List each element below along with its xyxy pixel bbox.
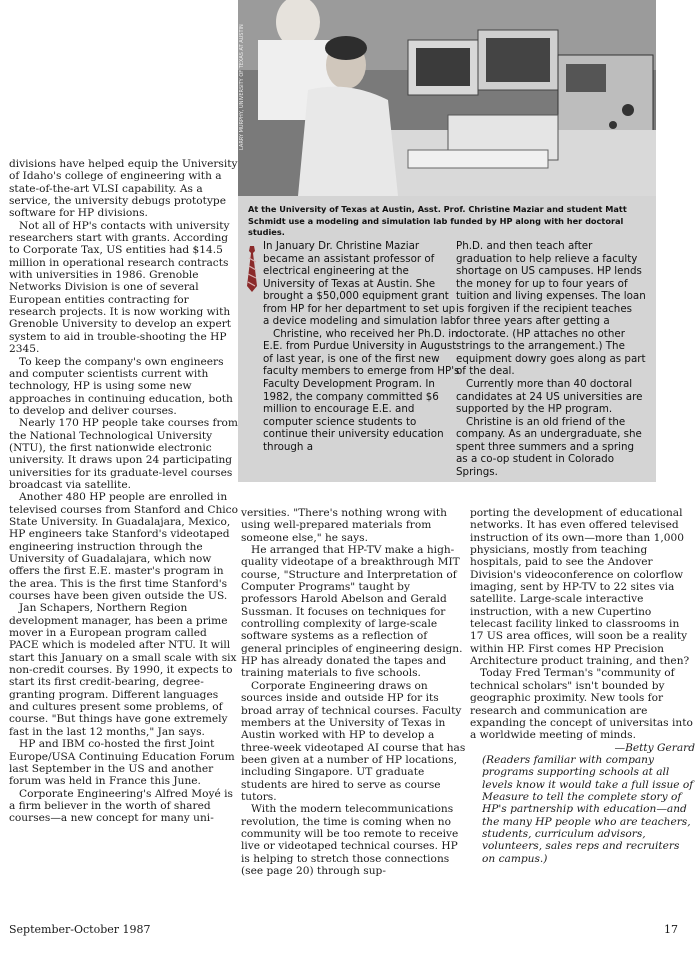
photo-credit: LARRY MURPHY, UNIVERSITY OF TEXAS AT AUSTIN — [239, 24, 245, 150]
author-signature: —Betty Gerard — [614, 741, 695, 754]
article-paragraph: He arranged that HP-TV make a high-quality videotape of a breakthrough MIT course, "Structure and Interpretation of Computer Programs" taught by professors Harold Abelson and Gerald Sussman. It focuses on techniques for controlling complexity of large-scale software systems as a reflection of general principles of engineering design. HP has already donated the tapes and training materials to five schools. — [241, 544, 463, 680]
article-paragraph: Today Fred Terman's "community of technical scholars" isn't bounded by geographic proximity. New tools for research and communication are expanding the concept of universitas into a worldwide meeting of minds. — [470, 667, 693, 742]
sidebar-paragraph: Currently more than 40 doctoral candidates at 24 US universities are supported by the HP program. — [456, 378, 643, 416]
tie-icon — [245, 246, 259, 292]
editor-note: (Readers familiar with company programs supporting schools at all levels know it would take a full issue of Measure to tell the complete story of HP's partnership with education—and the many HP people who are teachers, students, curriculum advisors, volunteers, sales reps and recruiters on campus.) — [482, 753, 694, 865]
article-paragraph: Nearly 170 HP people take courses from the National Technological University (NTU), the first nationwide electronic university. It draws upon 24 participating universities for its graduate-level courses broadcast via satellite. — [9, 417, 238, 491]
sidebar-left-column — [263, 240, 461, 453]
sidebar-right-column — [456, 240, 646, 478]
sidebar-box — [238, 196, 656, 482]
sidebar-paragraph: Ph.D. and then teach after graduation to help relieve a faculty shortage on US campuses. HP lends the money for up to four years of tuition and living expenses. The loan is forgiven if the recipient teaches for three years after getting a doctorate. (HP attaches no other strings to the arrangement.) The equipment dowry goes along as part of the deal. — [456, 240, 646, 378]
issue-date: September-October 1987 — [9, 923, 151, 936]
article-paragraph: HP and IBM co-hosted the first Joint Europe/USA Continuing Education Forum last September in the US and another forum was held in France this June. — [9, 738, 235, 788]
sidebar-paragraph: Christine, who received her Ph.D. in E.E. from Purdue University in August of last year, is one of the first new faculty members to emerge from HP's Faculty Development Program. In 1982, the company committed $6 million to encourage E.E. and computer science students to continue their university education through a — [263, 327, 460, 453]
article-paragraph: To keep the company's own engineers and computer scientists current with technology, HP is using some new approaches in continuing education, both to develop and deliver courses. — [9, 355, 233, 417]
article-paragraph: versities. "There's nothing wrong with using well-prepared materials from someone else," he says. — [241, 507, 447, 544]
article-column-2 — [241, 507, 469, 877]
page-number: 17 — [664, 923, 678, 936]
lab-photo — [238, 0, 656, 196]
lab-photo-illustration — [238, 0, 656, 196]
article-paragraph: Corporate Engineering's Alfred Moyé is a firm believer in the worth of shared courses—a new concept for many uni- — [9, 787, 233, 825]
sidebar-paragraph: In January Dr. Christine Maziar became an assistant professor of electrical engineering at the University of Texas at Austin. She brought a $50,000 equipment grant from HP for her department to set up a device modeling and simulation lab. — [263, 240, 460, 328]
sidebar-paragraph: Christine is an old friend of the company. As an undergraduate, she spent three summers and a spring as a co-op student in Colorado Springs. — [456, 415, 642, 478]
article-paragraph: Not all of HP's contacts with university researchers start with grants. According to Corporate Tax, US entities had $14.5 million in operational research contracts with universities in 1986. Grenoble Networks Division is one of several European entities contracting for research projects. It is now working with Grenoble University to develop an expert system to aid in trouble-shooting the HP 2345. — [9, 219, 232, 356]
article-paragraph: Another 480 HP people are enrolled in televised courses from Stanford and Chico State University. In Guadalajara, Mexico, HP engineers take Stanford's videotaped engineering instruction through the University of Guadalajara, which now offers the first E.E. master's program in the area. This is the first time Stanford's courses have been given outside the US. — [9, 491, 238, 603]
article-paragraph: With the modern telecommunications revolution, the time is coming when no community will be too remote to receive live or videotaped technical courses. HP is helping to stretch those connections (see page 20) through sup- — [241, 803, 459, 877]
article-paragraph: Corporate Engineering draws on sources inside and outside HP for its broad array of technical courses. Faculty members at the University of Texas in Austin worked with HP to develop a three-week videotaped AI course that has been given at a number of HP locations, including Singapore. UT graduate students are hired to serve as course tutors. — [241, 679, 466, 803]
article-column-1 — [9, 158, 238, 825]
article-paragraph: divisions have helped equip the University of Idaho's college of engineering with a state-of-the-art VLSI capability. As a service, the university debugs prototype software for HP divisions. — [9, 158, 238, 220]
article-paragraph: porting the development of educational networks. It has even offered televised instruction of its own—more than 1,000 physicians, mostly from teaching hospitals, paid to see the Andover Division's videoconference on colorflow imaging, sent by HP-TV to 22 sites via satellite. Large-scale interactive instruction, with a new Cupertino telecast facility linked to classrooms in 17 US area offices, will soon be a reality within HP. First comes HP Precision Architecture product training, and then? — [470, 507, 690, 668]
photo-caption: At the University of Texas at Austin, Asst. Prof. Christine Maziar and student Matt Schmidt use a modeling and simulation lab funded by HP along with her doctoral studies. — [248, 204, 627, 237]
article-column-3 — [470, 507, 695, 865]
article-paragraph: Jan Schapers, Northern Region development manager, has been a prime mover in a European program called PACE which is modeled after NTU. It will start this January on a small scale with six non-credit courses. By 1990, it expects to start its first credit-bearing, degree-granting program. Different languages and cultures present some problems, of course. "But things have gone extremely fast in the last 12 months," Jan says. — [9, 602, 237, 738]
